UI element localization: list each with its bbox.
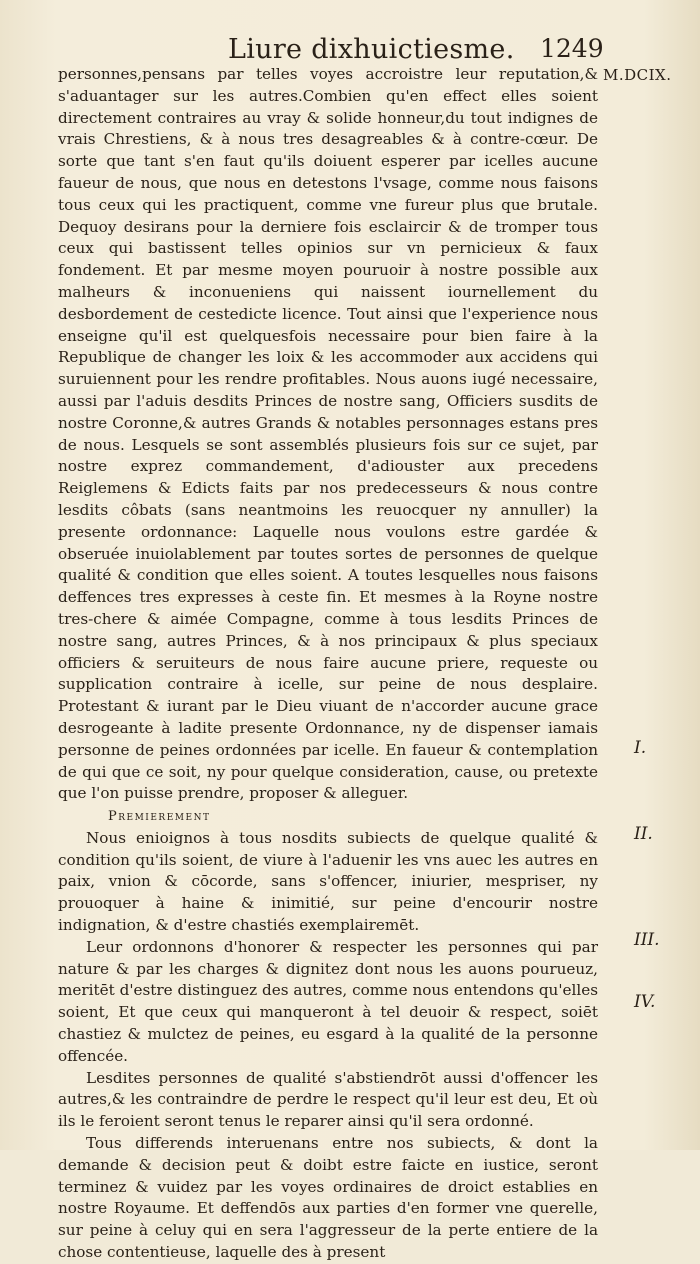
body-text [58,64,598,1264]
margin-article-number: II. [634,824,653,844]
margin-year: M.DCIX. [603,66,672,84]
premierement-heading: Premierement [108,809,211,825]
article-3: Lesdites personnes de qualité s'abstiendrōt aussi d'offencer les autres,& les contraindre de perdre le respect qu'il leur est deu, Et où ils le feroient seront tenus le reparer ainsi qu'il sera ordonné. [58,1068,598,1131]
article-2: Leur ordonnons d'honorer & respecter les personnes qui par nature & par les charges & dignitez dont nous les auons pourueuz, meritēt d'estre distinguez des autres, comme nous entendons qu'elles soient, Et que ceux qui manqueront à tel deuoir & respect, soiēt chastiez & mulctez de peines, eu esgard à la qualité de la personne offencée. [58,937,598,1065]
article-1: Nous enioignos à tous nosdits subiects de quelque qualité & condition qu'ils soient, de viure à l'aduenir les vns auec les autres en paix, vnion & cōcorde, sans s'offencer, iniurier, mespriser, ny prouoquer à haine & inimitié, sur peine d'encourir nostre indignation, & d'estre chastiés exemplairemēt. [58,828,598,935]
margin-article-number: III. [634,930,660,950]
premierement-line [58,805,598,828]
book-title: Liure dixhuictiesme. [228,34,515,65]
margin-article-number: I. [634,738,647,758]
margin-article-number: IV. [634,992,656,1012]
article-4: Tous differends interuenans entre nos subiects, & dont la demande & decision peut & doibt estre faicte en iustice, seront terminez & vuidez par les voyes ordinaires de droict establies en nostre Royaume. Et deffendōs aux parties d'en former vne querelle, sur peine à celuy qui en sera l'aggresseur de la perte entiere de la chose contentieuse, laquelle des à present [58,1134,598,1262]
folio-number: 1249 [540,34,604,63]
paragraph-preamble: personnes,pensans par telles voyes accroistre leur reputation,& s'aduantager sur les autres.Combien qu'en effect elles soient directement contraires au vray & solide honneur,du tout indignes de vrais Chrestiens, & à nous tres desagreables & à contre-cœur. De sorte que tant s'en faut qu'ils doiuent esperer par icelles aucune faueur de nous, que nous en detestons l'vsage, comme nous faisons tous ceux qui les practiquent, comme vne fureur plus que brutale. Dequoy desirans pour la derniere fois esclaircir & de tromper tous ceux qui bastissent telles opinios sur vn pernicieux & faux fondement. Et par mesme moyen pouruoir à nostre possible aux malheurs & inconueniens qui naissent iournellement du desbordement de cestedicte licence. Tout ainsi que l'experience nous enseigne qu'il est quelquesfois necessaire pour bien faire à la Republique de changer les loix & les accommoder aux accidens qui suruiennent pour les rendre profitables. Nous auons iugé necessaire, aussi par l'aduis desdits Princes de nostre sang, Officiers susdits de nostre Coronne,& autres Grands & notables personnages estans pres de nous. Lesquels se sont assemblés plusieurs fois sur ce sujet, par nostre exprez commandement, d'adiouster aux precedens Reiglemens & Edicts faits par nos predecesseurs & nous contre lesdits côbats (sans neantmoins les reuocquer ny annuller) la presente ordonnance: Laquelle nous voulons estre gardée & obseruée inuiolablement par toutes sortes de personnes de quelque qualité & condition que elles soient. A toutes lesquelles nous faisons deffences tres expresses à ceste fin. Et mesmes à la Royne nostre tres-chere & aimée Compagne, comme à tous lesdits Princes de nostre sang, autres Princes, & à nos principaux & plus speciaux officiers & seruiteurs de nous faire aucune priere, requeste ou supplication contraire à icelle, sur peine de nous desplaire. Protestant & iurant par le Dieu viuant de n'accorder aucune grace desrogeante à ladite presente Ordonnance, ny de dispenser iamais personne de peines ordonnées par icelle. En faueur & contemplation de qui que ce soit, ny pour quelque consideration, cause, ou pretexte que l'on puisse prendre, proposer & alleguer. [58,65,598,803]
